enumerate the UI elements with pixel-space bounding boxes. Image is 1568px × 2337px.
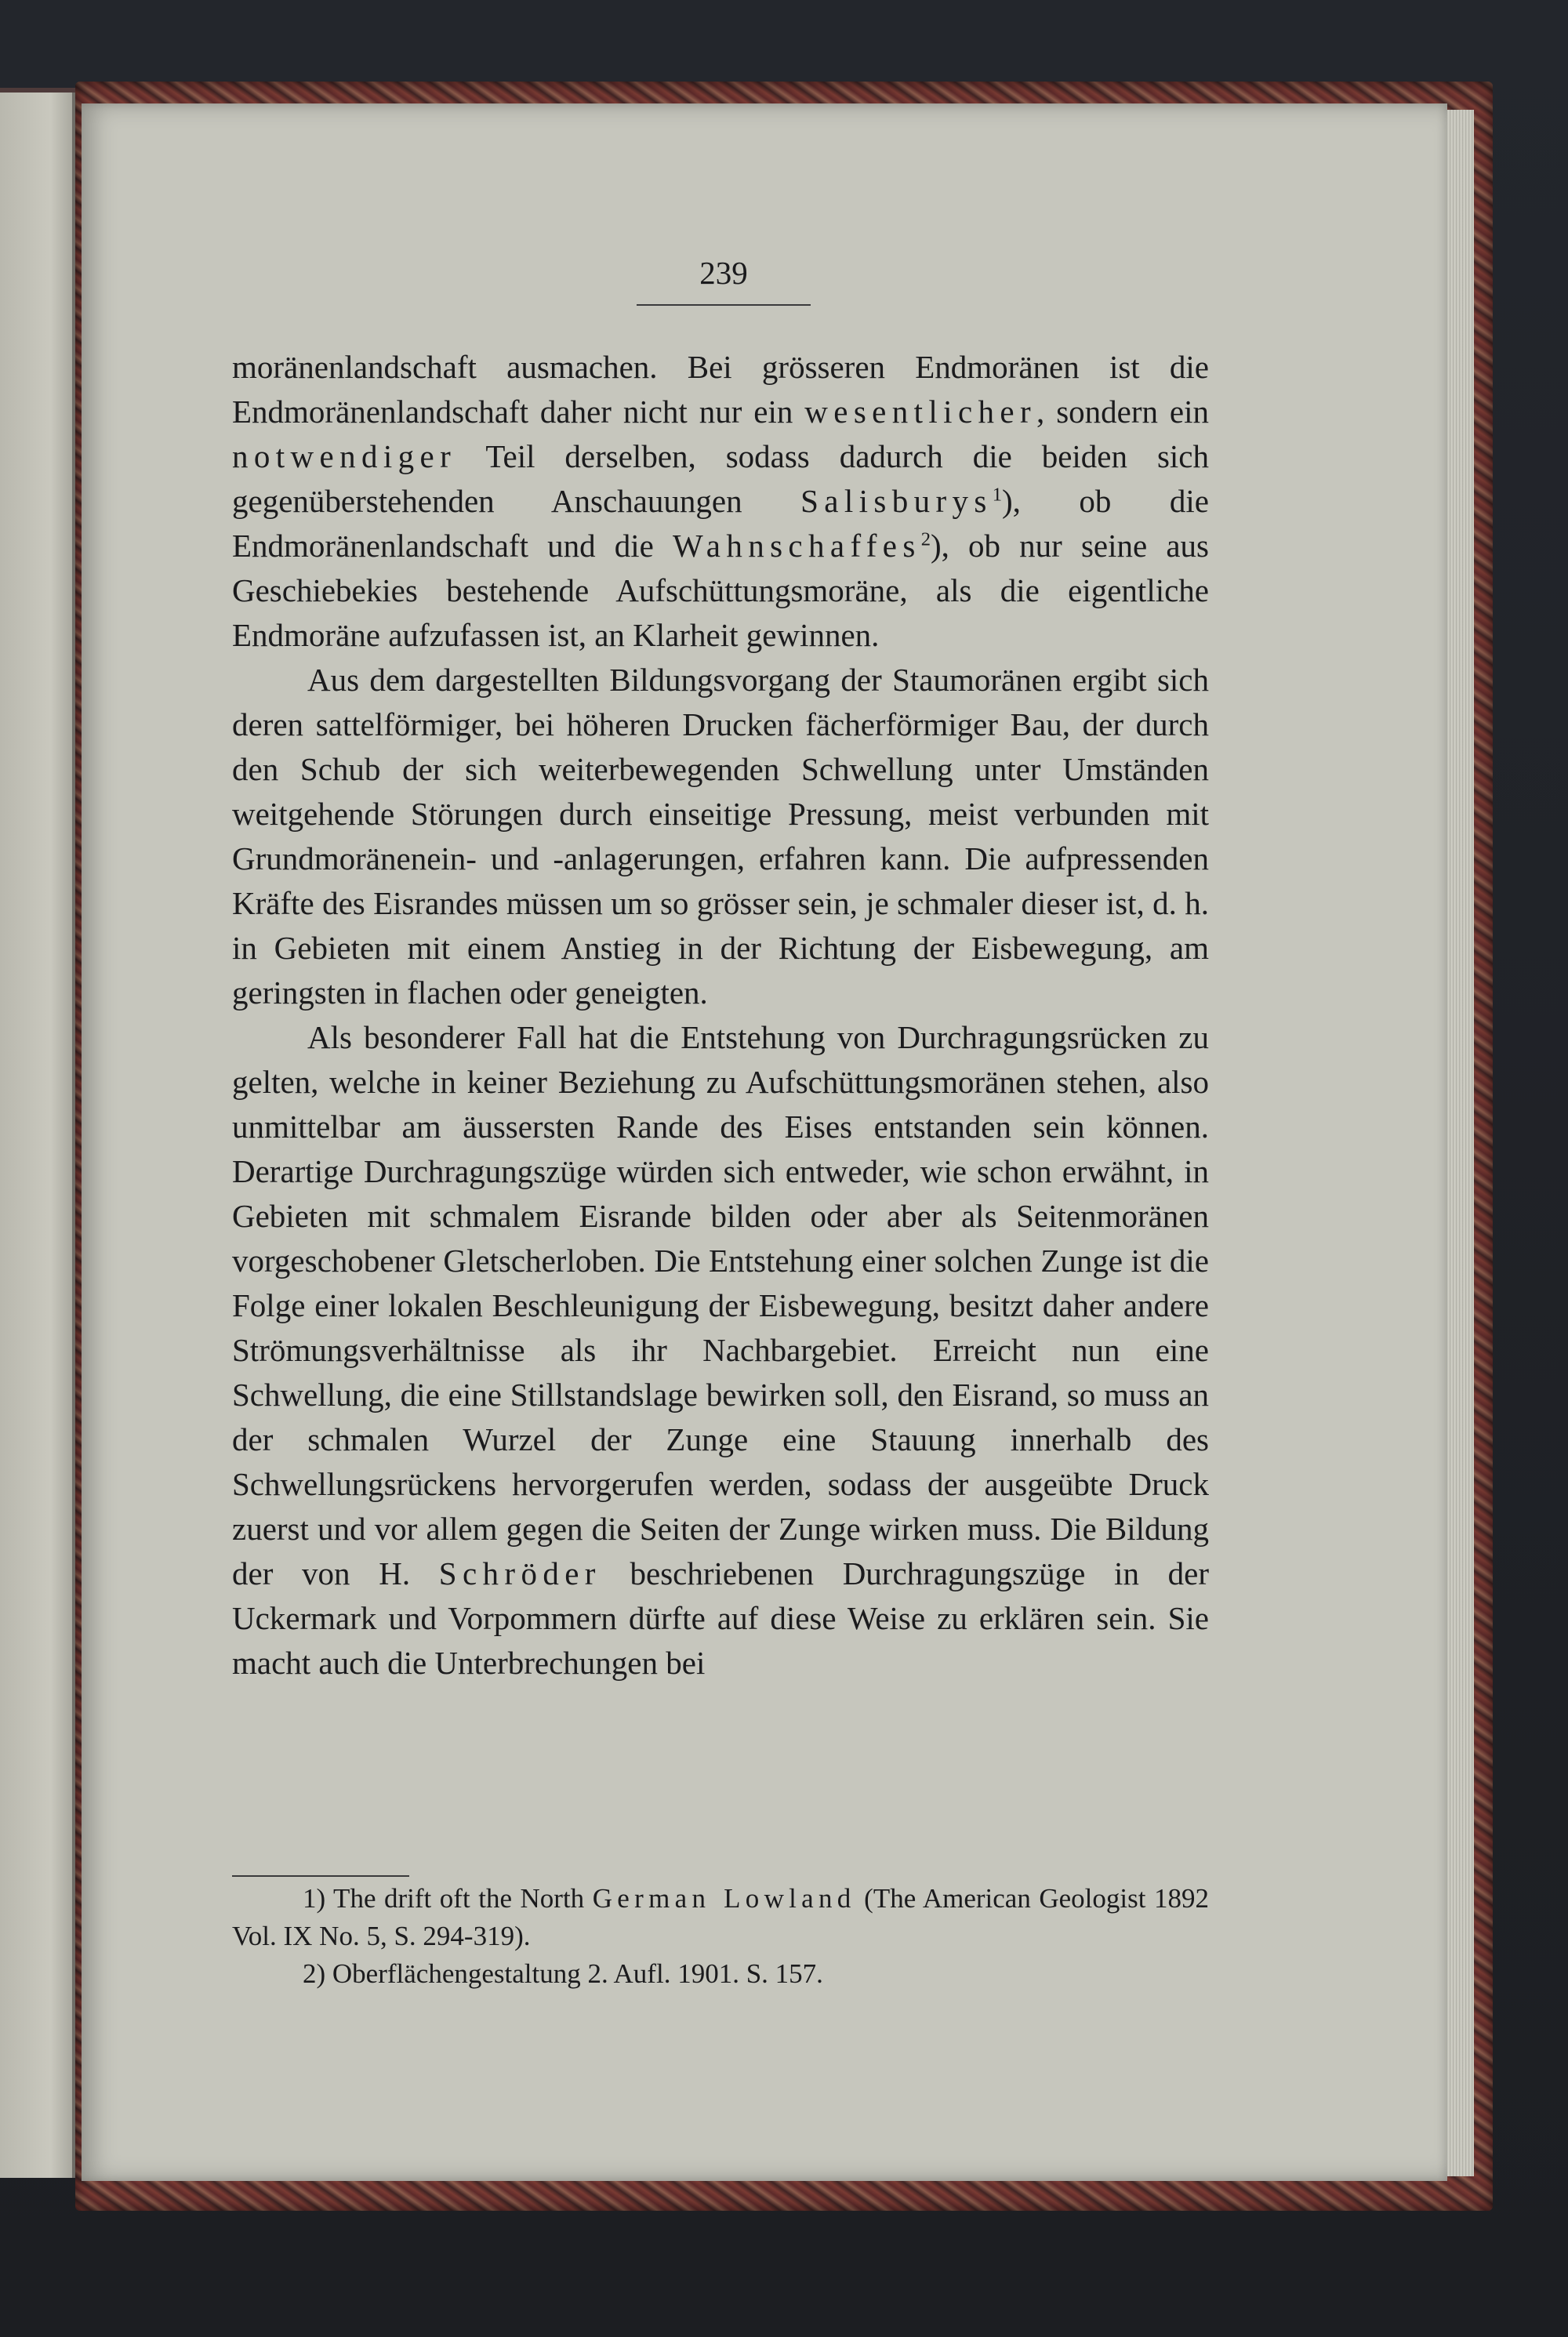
- footnote-1: [232, 1880, 1209, 1955]
- author-wahnschaffe: Wahnschaffes: [672, 528, 921, 564]
- body-text: [232, 345, 1209, 1686]
- p1-text-k: ), ob nur seine aus Geschiebekies bestehende Aufschüttungsmoräne, als die eigentliche Endmoräne aufzufassen ist, an Klarheit gewinnen.: [232, 528, 1210, 653]
- footnote-2: 2) Oberflächengestaltung 2. Aufl. 1901. S. 157.: [303, 1958, 823, 1989]
- paragraph-2: Aus dem dargestellten Bildungsvorgang der Staumoränen ergibt sich deren sattelförmiger, bei höheren Drucken fächerförmiger Bau, der durch den Schub der sich weiterbewegenden Schwellung unter Umständen weitgehende Störungen durch einseitige Pressung, meist verbunden mit Grundmoränenein- und -anlagerungen, erfahren kann. Die aufpressenden Kräfte des Eisrandes müssen um so grösser sein, je schmaler dieser ist, d. h. in Gebieten mit einem Anstieg in der Richtung der Eisbewegung, am geringsten in flachen oder geneigten.: [232, 662, 1209, 1011]
- page-number: 239: [699, 255, 748, 291]
- footnote-ref-1: 1: [992, 484, 1003, 506]
- p1-text-c: , sondern ein: [1036, 394, 1209, 430]
- footnote-ref-2: 2: [920, 528, 931, 550]
- p1-text-a: moränenlandschaft ausmachen. Bei grösseren Endmoränen ist die Endmoränenlandschaft daher nicht nur ein: [232, 349, 1209, 430]
- emphasis-notwendiger: notwendiger: [232, 438, 457, 474]
- footnotes: [232, 1880, 1209, 1993]
- fn1-title-spaced: German Lowland: [592, 1883, 856, 1914]
- p3-text-a: Als besonderer Fall hat die Entstehung von Durchragungsrücken zu gelten, welche in keiner Beziehung zu Aufschüttungsmoränen stehen, also unmittelbar am äussersten Rande des Eises entstanden sein können. Derartige Durchragungszüge würden sich entweder, wie schon erwähnt, in Gebieten mit schmalem Eisrande bilden oder aber als Seitenmoränen vorgeschobener Gletscherloben. Die Entstehung einer solchen Zunge ist die Folge einer lokalen Beschleunigung der Eisbewegung, besitzt daher andere Strömungsverhältnisse als ihr Nachbargebiet. Erreicht nun eine Schwellung, die eine Stillstandslage bewirken soll, den Eisrand, so muss an der schmalen Wurzel der Zunge eine Stauung innerhalb des Schwellungsrückens hervorgerufen werden, sodass der ausgeübte Druck zuerst und vor allem gegen die Seiten der Zunge wirken muss. Die Bildung der von H.: [232, 1019, 1209, 1591]
- fn1-text-a: 1) The drift oft the North: [303, 1883, 593, 1914]
- paragraph-1: [232, 345, 1209, 658]
- p1-text-e: Teil derselben, sodass dadurch die beiden sich gegenüberstehenden Anschauungen: [232, 438, 1209, 519]
- author-schroeder: Schröder: [438, 1555, 601, 1591]
- emphasis-wesentlicher: wesentlicher: [804, 394, 1037, 430]
- author-salisbury: Salisburys: [800, 483, 993, 519]
- p3-text-c: beschriebenen Durchragungszüge in der Uckermark und Vorpommern dürfte auf diese Weise zu erklären sein. Sie macht auch die Unterbrechungen bei: [232, 1555, 1209, 1681]
- page-number-rule: [637, 304, 811, 306]
- paragraph-3: [232, 1015, 1209, 1686]
- footnote-rule: [232, 1875, 409, 1877]
- previous-page-edge: [0, 93, 75, 2178]
- fn1-text-c: (The American Geologist 1892 Vol. IX No. 5, S. 294-319).: [232, 1883, 1210, 1951]
- p1-text-h: ), ob die Endmoränenlandschaft und die: [232, 483, 1209, 564]
- page-stack-edge: [1447, 110, 1474, 2176]
